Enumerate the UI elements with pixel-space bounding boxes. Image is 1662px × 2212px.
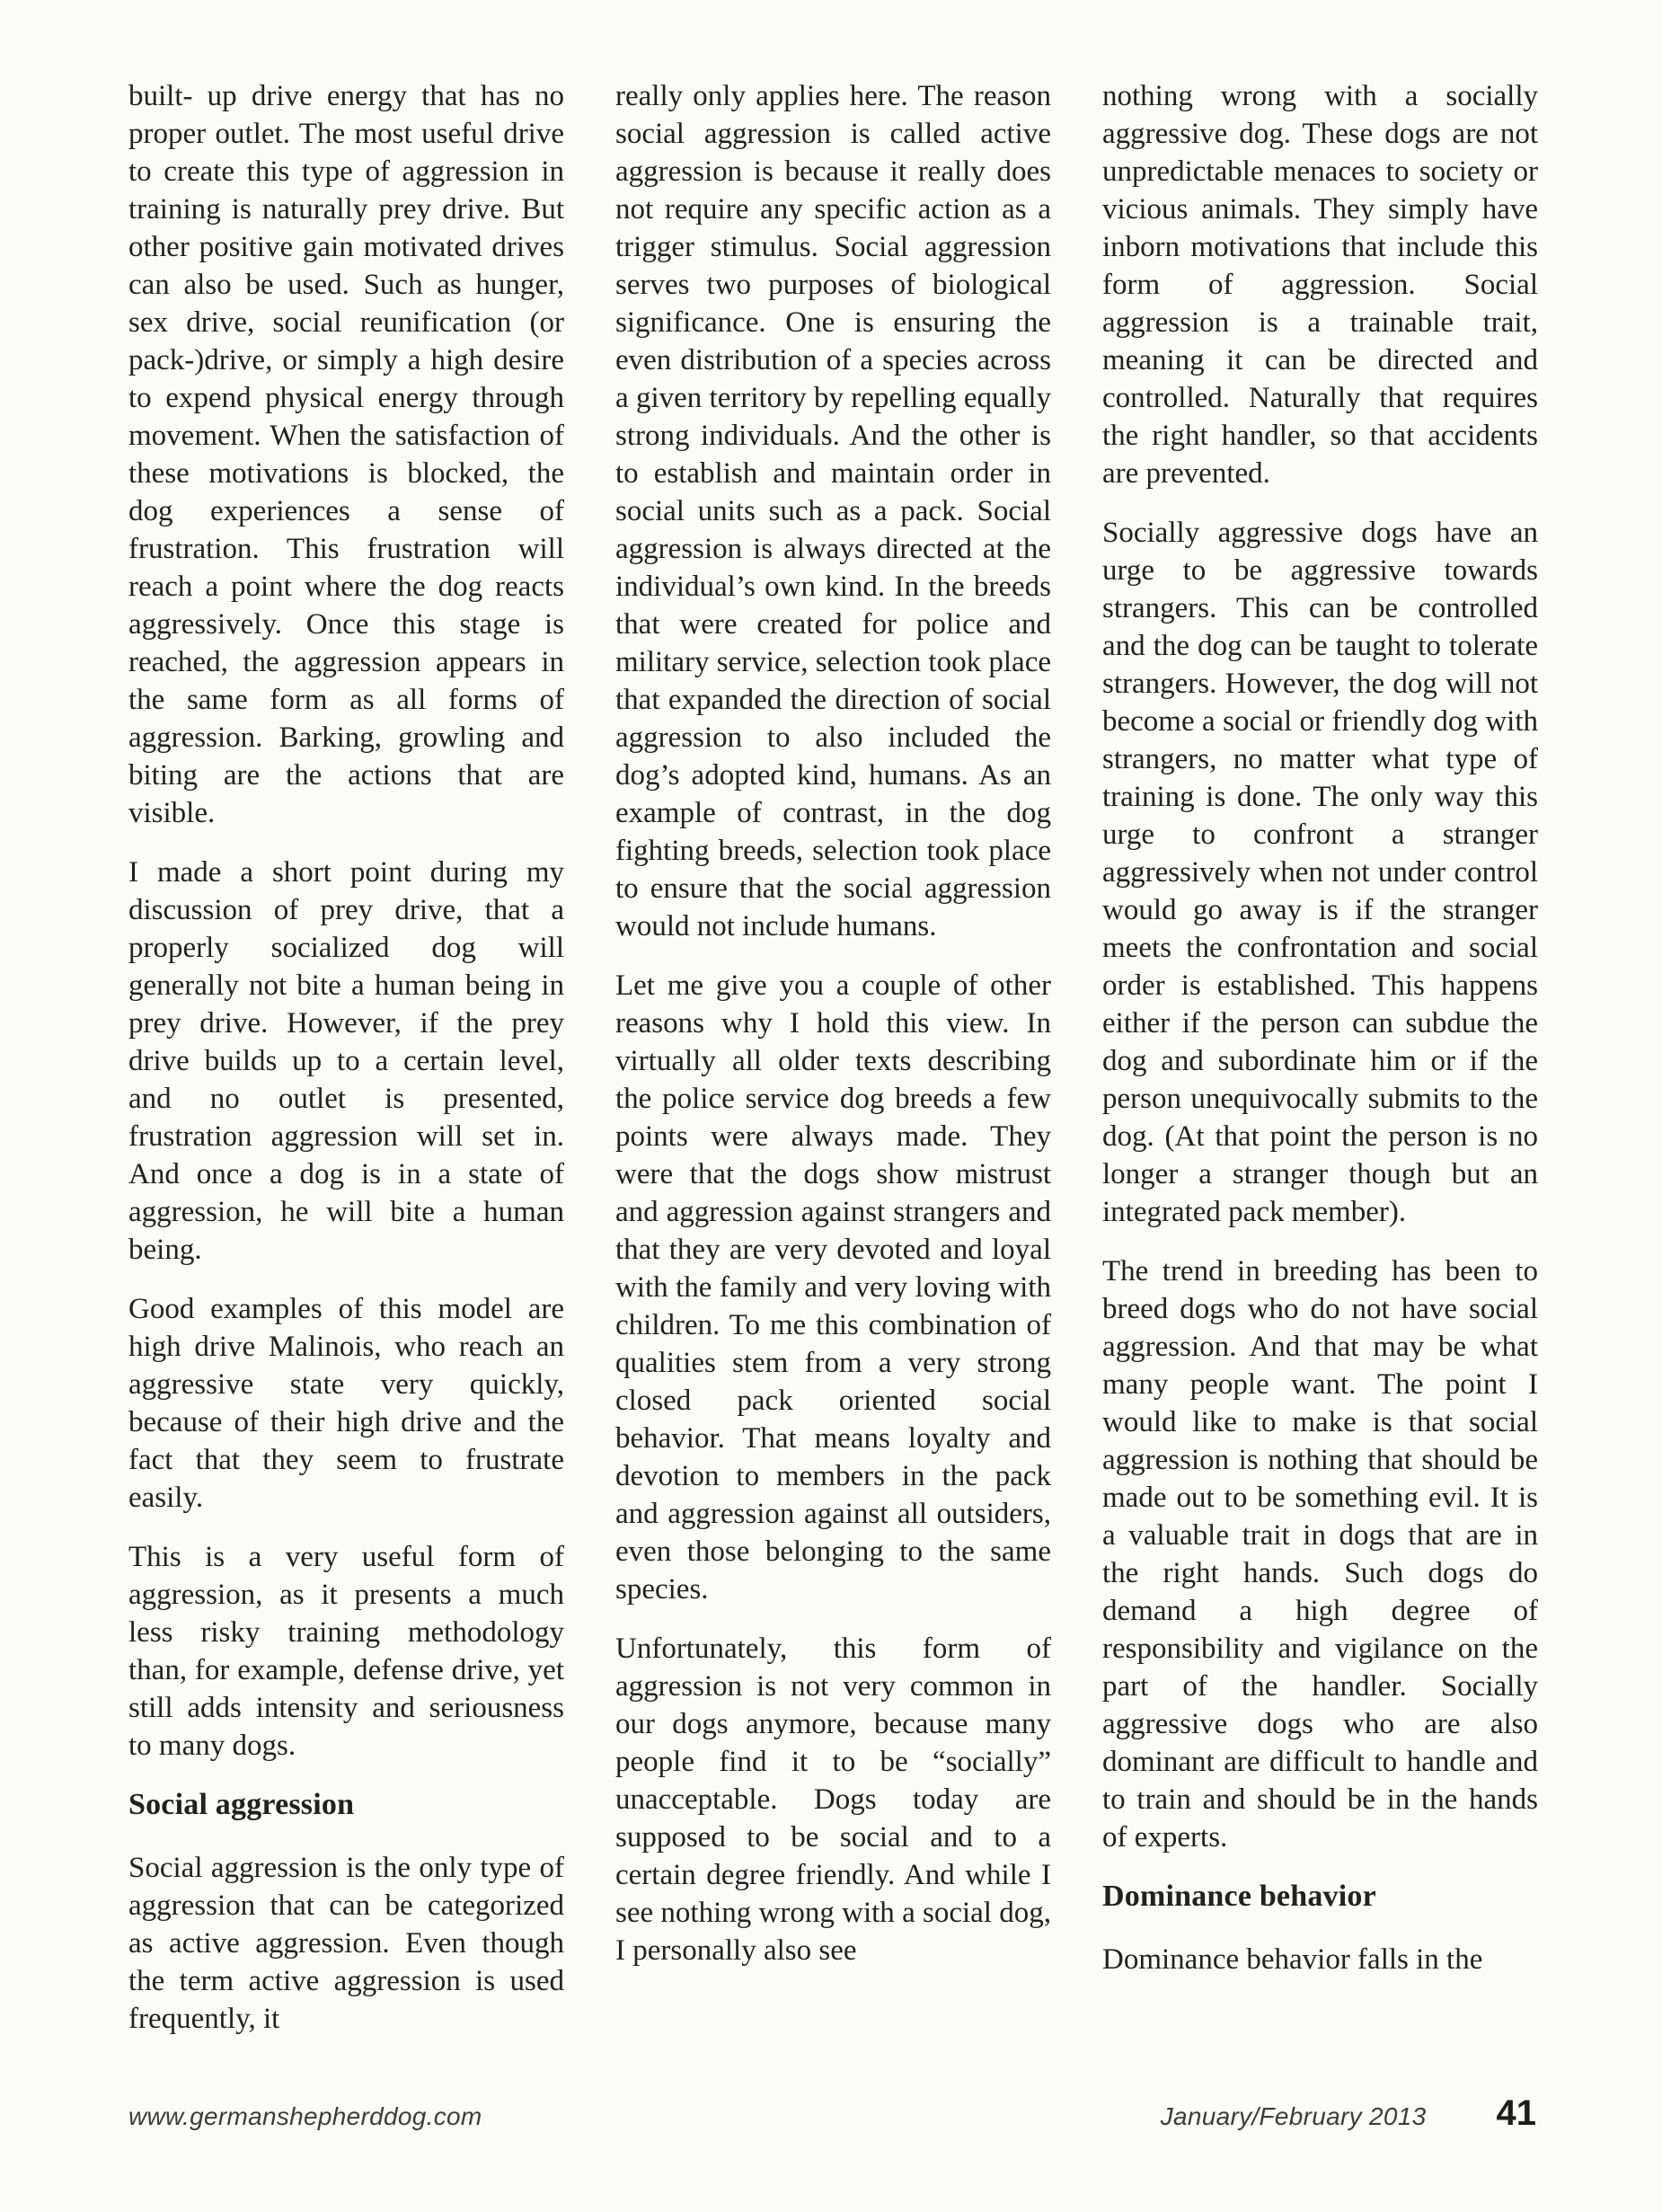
paragraph: Dominance behavior falls in the (1102, 1943, 1483, 1976)
paragraph: built- up drive energy that has no proper outlet. The most useful drive to create this type of aggression in training is naturally prey drive. But other positive gain motivated drives can also be used. Such as hunger, sex drive, social reunification (or pack-)drive, or simply a high desire to expend physical energy through movement. When the satisfaction of these motivations is blocked, the dog experiences a sense of frustration. This frustration will reach a point where the dog reacts aggressively. Once this stage is reached, the aggression appears in the same form as all forms of aggression. Barking, growling and biting are the actions that are visible. (128, 80, 564, 829)
paragraph: nothing wrong with a socially aggressive dog. These dogs are not unpredictable menaces to society or vicious animals. They simply have inborn motivations that include this form of aggression. Social aggression is a trainable trait, meaning it can be directed and controlled. Naturally that requires the right handler, so that accidents are prevented. (1102, 80, 1538, 490)
page-footer (128, 2093, 1536, 2134)
paragraph: Let me give you a couple of other reasons why I hold this view. In virtually all older texts describing the police service dog breeds a few points were always made. They were that the dogs show mistrust and aggression against strangers and that they are very devoted and loyal with the family and very loving with children. To me this combination of qualities stem from a very strong closed pack oriented social behavior. That means loyalty and devotion to members in the pack and aggression against all outsiders, even those belonging to the same species. (615, 969, 1051, 1606)
footer-page-number: 41 (1496, 2093, 1536, 2133)
article-body (128, 77, 1538, 2038)
footer-right-group (1161, 2093, 1536, 2134)
footer-issue-date: January/February 2013 (1160, 2102, 1427, 2130)
column-2 (615, 77, 1051, 2038)
paragraph: Unfortunately, this form of aggression is not very common in our dogs anymore, because many people find it to be “socially” unacceptable. Dogs today are supposed to be social and to a certain degree friendly. And while I see nothing wrong with a social dog, I personally also see (615, 1632, 1051, 1967)
column-1 (128, 77, 564, 2038)
paragraph: Social aggression is the only type of aggression that can be categorized as active aggression. Even though the term active aggression is used frequently, it (128, 1852, 564, 2035)
footer-website-url: www.germanshepherddog.com (128, 2102, 482, 2130)
paragraph: This is a very useful form of aggression, as it presents a much less risky training methodology than, for example, defense drive, yet still adds intensity and seriousness to many dogs. (128, 1541, 564, 1762)
paragraph: really only applies here. The reason social aggression is called active aggression is because it really does not require any specific action as a trigger stimulus. Social aggression serves two purposes of biological significance. One is ensuring the even distribution of a species across a given territory by repelling equally strong individuals. And the other is to establish and maintain order in social units such as a pack. Social aggression is always directed at the individual’s own kind. In the breeds that were created for police and military service, selection took place that expanded the direction of social aggression to also included the dog’s adopted kind, humans. As an example of contrast, in the dog fighting breeds, selection took place to ensure that the social aggression would not include humans. (615, 80, 1051, 942)
section-heading-dominance-behavior: Dominance behavior (1102, 1880, 1376, 1913)
paragraph: The trend in breeding has been to breed dogs who do not have social aggression. And that may be what many people want. The point I would like to make is that social aggression is nothing that should be made out to be something evil. It is a valuable trait in dogs that are in the right hands. Such dogs do demand a high degree of responsibility and vigilance on the part of the handler. Socially aggressive dogs who are also dominant are difficult to handle and to train and should be in the hands of experts. (1102, 1255, 1538, 1854)
column-3 (1102, 77, 1538, 2038)
section-heading-social-aggression: Social aggression (128, 1788, 355, 1821)
paragraph: Socially aggressive dogs have an urge to be aggressive towards strangers. This can be controlled and the dog can be taught to tolerate strangers. However, the dog will not become a social or friendly dog with strangers, no matter what type of training is done. The only way this urge to confront a stranger aggressively when not under control would go away is if the stranger meets the confrontation and social order is established. This happens either if the person can subdue the dog and subordinate him or if the person unequivocally submits to the dog. (At that point the person is no longer a stranger though but an integrated pack member). (1102, 517, 1538, 1228)
paragraph: I made a short point during my discussion of prey drive, that a properly socialized dog will generally not bite a human being in prey drive. However, if the prey drive builds up to a certain level, and no outlet is presented, frustration aggression will set in. And once a dog is in a state of aggression, he will bite a human being. (128, 856, 564, 1266)
paragraph: Good examples of this model are high drive Malinois, who reach an aggressive state very quickly, because of their high drive and the fact that they seem to frustrate easily. (128, 1293, 564, 1514)
